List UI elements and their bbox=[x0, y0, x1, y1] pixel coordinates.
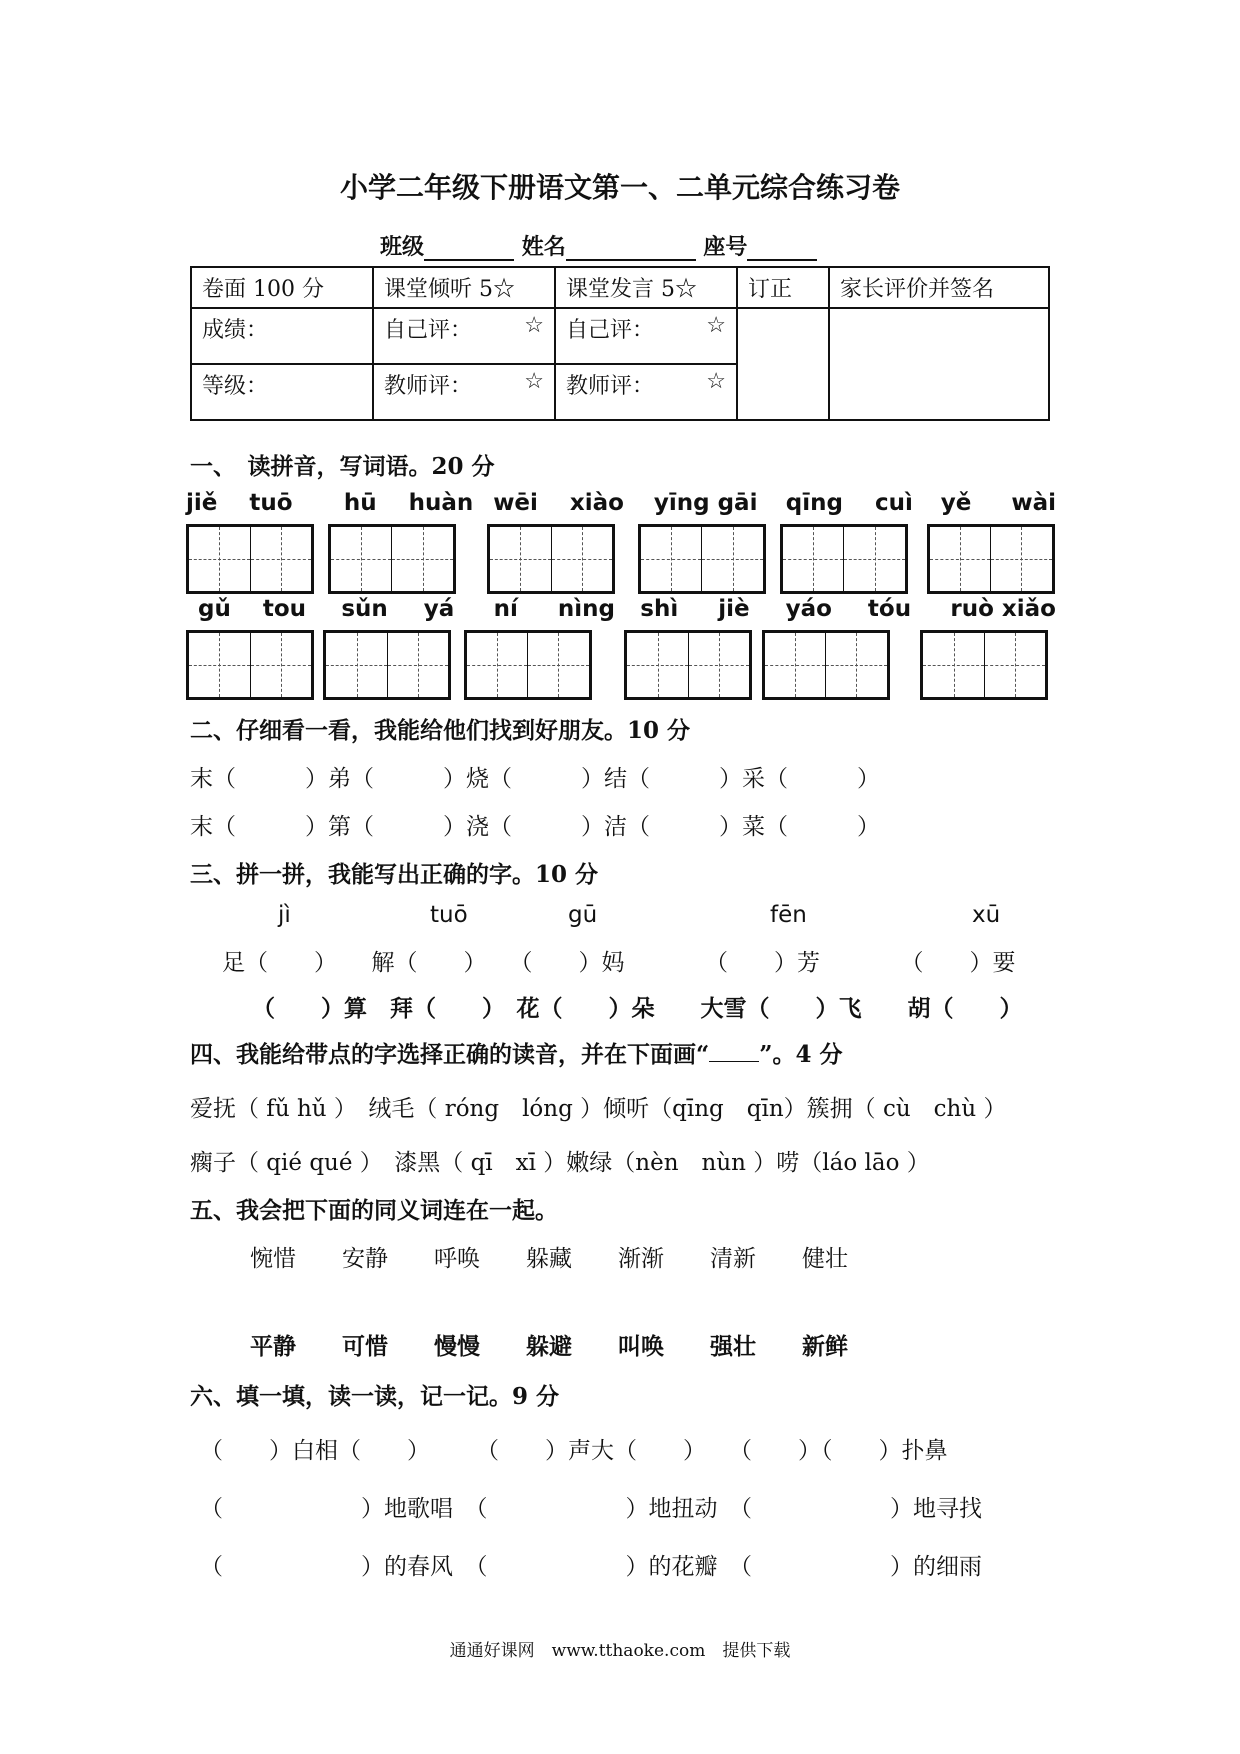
star-icon: ☆ bbox=[524, 313, 544, 338]
pinyin-group: shì jiè bbox=[624, 596, 752, 700]
synonym-word[interactable]: 呼唤 bbox=[434, 1246, 480, 1272]
synonym-word[interactable]: 平静 bbox=[250, 1333, 296, 1360]
score-label: 成绩： bbox=[191, 308, 373, 364]
synonym-word[interactable]: 慢慢 bbox=[434, 1333, 480, 1360]
star-icon: ☆ bbox=[706, 369, 726, 394]
pinyin-group: yě wài bbox=[927, 490, 1056, 594]
synonym-word[interactable]: 躲藏 bbox=[526, 1246, 572, 1272]
writing-grid[interactable] bbox=[762, 630, 890, 700]
synonym-word[interactable]: 健壮 bbox=[802, 1246, 848, 1272]
writing-grid[interactable] bbox=[624, 630, 752, 700]
writing-grid[interactable] bbox=[920, 630, 1048, 700]
class-blank[interactable] bbox=[424, 235, 514, 261]
writing-grid[interactable] bbox=[464, 630, 592, 700]
footer-text: 通通好课网 www.tthaoke.com 提供下载 bbox=[449, 1641, 791, 1661]
star-icon: ☆ bbox=[706, 313, 726, 338]
s4-line-1[interactable]: 爱抚（ fǔ hǔ ） 绒毛（ róng lóng ）倾听（qīng qīn）簇拥（ cù chù ） bbox=[190, 1096, 1007, 1122]
synonym-word[interactable]: 渐渐 bbox=[618, 1246, 664, 1272]
writing-grid[interactable] bbox=[638, 524, 766, 594]
s2-line-1[interactable]: 末（ ）弟（ ）烧（ ）结（ ）采（ ） bbox=[190, 766, 880, 792]
self-eval-cell: 自己评： ☆ bbox=[373, 308, 555, 364]
pinyin-group: ní nìng bbox=[464, 596, 615, 700]
synonym-word[interactable]: 躲避 bbox=[526, 1333, 572, 1360]
pinyin-group: gǔ tou bbox=[186, 596, 314, 700]
writing-grid[interactable] bbox=[186, 630, 314, 700]
pinyin-group: yīng gāi bbox=[638, 490, 766, 594]
pinyin-row-1 bbox=[186, 490, 1056, 594]
score-header: 课堂倾听 5☆ bbox=[373, 267, 555, 308]
self-eval-cell: 自己评： ☆ bbox=[555, 308, 737, 364]
parent-signature-cell[interactable] bbox=[829, 308, 1049, 420]
name-label: 姓名 bbox=[521, 234, 566, 260]
pinyin-group: ruò xiǎo bbox=[920, 596, 1056, 700]
synonym-top-row bbox=[250, 1240, 848, 1273]
score-table bbox=[190, 266, 1050, 421]
section-1-heading: 一、 读拼音，写词语。20 分 bbox=[190, 453, 495, 480]
pinyin-group: yáo tóu bbox=[762, 596, 912, 700]
seat-blank[interactable] bbox=[747, 235, 817, 261]
s3-pinyin: tuō bbox=[430, 902, 468, 928]
pinyin-group: hū huàn bbox=[328, 490, 473, 594]
writing-grid[interactable] bbox=[780, 524, 908, 594]
name-blank[interactable] bbox=[566, 235, 696, 261]
s6-line-2[interactable]: （ ）地歌唱 （ ）地扭动 （ ）地寻找 bbox=[200, 1496, 982, 1522]
section-6-heading: 六、填一填，读一读，记一记。9 分 bbox=[190, 1383, 560, 1410]
pinyin-group: sǔn yá bbox=[323, 596, 454, 700]
class-label: 班级 bbox=[380, 234, 425, 260]
score-header: 订正 bbox=[737, 267, 829, 308]
synonym-word[interactable]: 叫唤 bbox=[618, 1333, 664, 1360]
section-2-heading: 二、仔细看一看，我能给他们找到好朋友。10 分 bbox=[190, 717, 691, 744]
score-header: 课堂发言 5☆ bbox=[555, 267, 737, 308]
synonym-bottom-row bbox=[250, 1328, 848, 1361]
score-header: 家长评价并签名 bbox=[829, 267, 1049, 308]
synonym-word[interactable]: 可惜 bbox=[342, 1333, 388, 1360]
pinyin-row-2 bbox=[186, 596, 1056, 700]
s3-line-1[interactable]: 足（ ） 解（ ） （ ）妈 （ ）芳 （ ）要 bbox=[222, 950, 1016, 976]
s4-line-2[interactable]: 瘸子（ qié qué ） 漆黑（ qī xī ）嫩绿（nèn nùn ）唠（láo lāo ） bbox=[190, 1150, 930, 1176]
synonym-word[interactable]: 新鲜 bbox=[802, 1333, 848, 1360]
synonym-word[interactable]: 清新 bbox=[710, 1246, 756, 1272]
writing-grid[interactable] bbox=[927, 524, 1055, 594]
grade-label: 等级： bbox=[191, 364, 373, 420]
s6-line-1[interactable]: （ ）白相（ ） （ ）声大（ ） （ ）（ ）扑鼻 bbox=[200, 1438, 948, 1464]
pinyin-group: qīng cuì bbox=[780, 490, 913, 594]
s3-pinyin: fēn bbox=[770, 902, 807, 928]
s3-pinyin: jì bbox=[278, 902, 291, 928]
underline-sample bbox=[709, 1043, 759, 1062]
s3-pinyin: gū bbox=[568, 902, 598, 928]
section-3-heading: 三、拼一拼，我能写出正确的字。10 分 bbox=[190, 861, 599, 888]
pinyin-group: wēi xiào bbox=[487, 490, 624, 594]
writing-grid[interactable] bbox=[186, 524, 314, 594]
correction-cell[interactable] bbox=[737, 308, 829, 420]
student-info bbox=[380, 230, 817, 261]
teacher-eval-cell: 教师评： ☆ bbox=[555, 364, 737, 420]
synonym-word[interactable]: 惋惜 bbox=[250, 1246, 296, 1272]
synonym-word[interactable]: 安静 bbox=[342, 1246, 388, 1272]
s3-line-2[interactable]: （ ）算 拜（ ） 花（ ）朵 大雪（ ）飞 胡（ ） bbox=[252, 995, 1023, 1022]
section-4-heading: 四、我能给带点的字选择正确的读音，并在下面画“ ”。4 分 bbox=[190, 1041, 843, 1068]
synonym-word[interactable]: 强壮 bbox=[710, 1333, 756, 1360]
seat-label: 座号 bbox=[703, 234, 748, 260]
s2-line-2[interactable]: 末（ ）第（ ）浇（ ）洁（ ）菜（ ） bbox=[190, 814, 880, 840]
pinyin-group: jiě tuō bbox=[186, 490, 314, 594]
s3-pinyin: xū bbox=[972, 902, 1001, 928]
writing-grid[interactable] bbox=[487, 524, 615, 594]
writing-grid[interactable] bbox=[323, 630, 451, 700]
section-5-heading: 五、我会把下面的同义词连在一起。 bbox=[190, 1197, 558, 1224]
score-header: 卷面 100 分 bbox=[191, 267, 373, 308]
writing-grid[interactable] bbox=[328, 524, 456, 594]
teacher-eval-cell: 教师评： ☆ bbox=[373, 364, 555, 420]
star-icon: ☆ bbox=[524, 369, 544, 394]
page-title: 小学二年级下册语文第一、二单元综合练习卷 bbox=[339, 171, 900, 204]
s6-line-3[interactable]: （ ）的春风 （ ）的花瓣 （ ）的细雨 bbox=[200, 1554, 982, 1580]
